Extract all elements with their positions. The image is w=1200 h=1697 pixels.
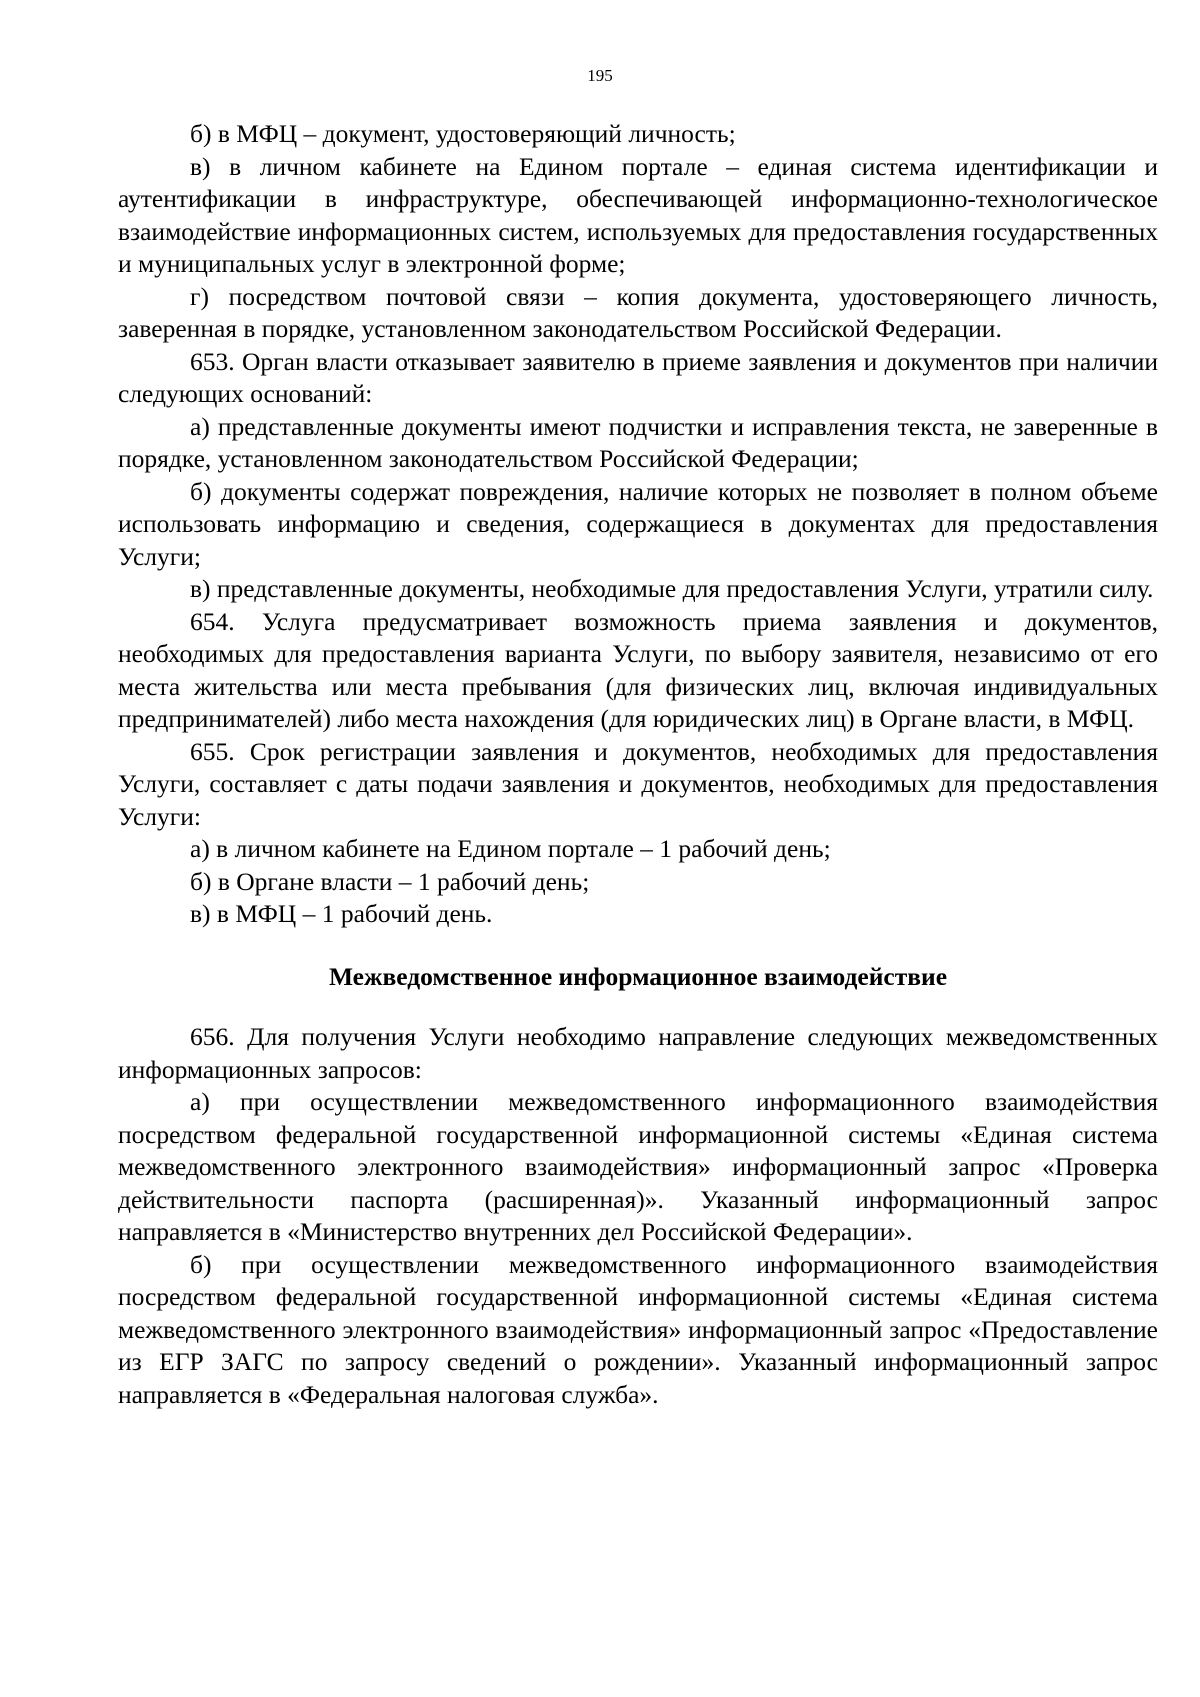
paragraph-653: 653. Орган власти отказывает заявителю в приеме заявления и документов при наличии следующих оснований: <box>118 346 1158 408</box>
paragraph-656-b: б) при осуществлении межведомственного информационного взаимодействия посредством федеральной государственной информационной системы «Единая система межведомственного электронного взаимодействия» информационный запрос «Предоставление из ЕГР ЗАГС по запросу сведений о рождении». Указанный информационный запрос направляется в «Федеральная налоговая служба». <box>118 1249 1158 1409</box>
paragraph-654: 654. Услуга предусматривает возможность приема заявления и документов, необходимых для предоставления варианта Услуги, по выбору заявителя, независимо от его места жительства или места пребывания (для физических лиц, включая индивидуальных предпринимателей) либо места нахождения (для юридических лиц) в Органе власти, в МФЦ. <box>118 606 1158 733</box>
paragraph-655-a: а) в личном кабинете на Едином портале – 1 рабочий день; <box>190 834 831 863</box>
paragraph-g-postal-identity: г) посредством почтовой связи – копия документа, удостоверяющего личность, заверенная в порядке, установленном законодательством Российской Федерации. <box>118 281 1158 343</box>
document-body <box>118 118 1158 1411</box>
paragraph-653-a: а) представленные документы имеют подчистки и исправления текста, не заверенные в порядке, установленном законодательством Российской Федерации; <box>118 411 1158 473</box>
paragraph-656: 656. Для получения Услуги необходимо направление следующих межведомственных информационных запросов: <box>118 1022 1158 1084</box>
paragraph-656-a: а) при осуществлении межведомственного информационного взаимодействия посредством федеральной государственной информационной системы «Единая система межведомственного электронного взаимодействия» информационный запрос «Проверка действительности паспорта (расширенная)». Указанный информационный запрос направляется в «Министерство внутренних дел Российской Федерации». <box>118 1087 1158 1246</box>
section-heading: Межведомственное информационное взаимодействие <box>328 961 948 991</box>
page-number: 195 <box>587 66 613 85</box>
paragraph-655: 655. Срок регистрации заявления и документов, необходимых для предоставления Услуги, составляет с даты подачи заявления и документов, необходимых для предоставления Услуги: <box>118 736 1158 831</box>
paragraph-b-mfc-identity: б) в МФЦ – документ, удостоверяющий личность; <box>190 119 736 148</box>
paragraph-v-portal-identity: в) в личном кабинете на Едином портале – единая система идентификации и аутентификации в инфраструктуре, обеспечивающей информационно-технологическое взаимодействие информационных систем, используемых для предоставления государственных и муниципальных услуг в электронной форме; <box>118 151 1158 278</box>
paragraph-653-v: в) представленные документы, необходимые для предоставления Услуги, утратили силу. <box>190 574 1154 603</box>
paragraph-655-b: б) в Органе власти – 1 рабочий день; <box>190 866 590 896</box>
paragraph-653-b: б) документы содержат повреждения, наличие которых не позволяет в полном объеме использовать информацию и сведения, содержащиеся в документах для предоставления Услуги; <box>118 476 1158 571</box>
paragraph-655-v: в) в МФЦ – 1 рабочий день. <box>190 899 493 928</box>
